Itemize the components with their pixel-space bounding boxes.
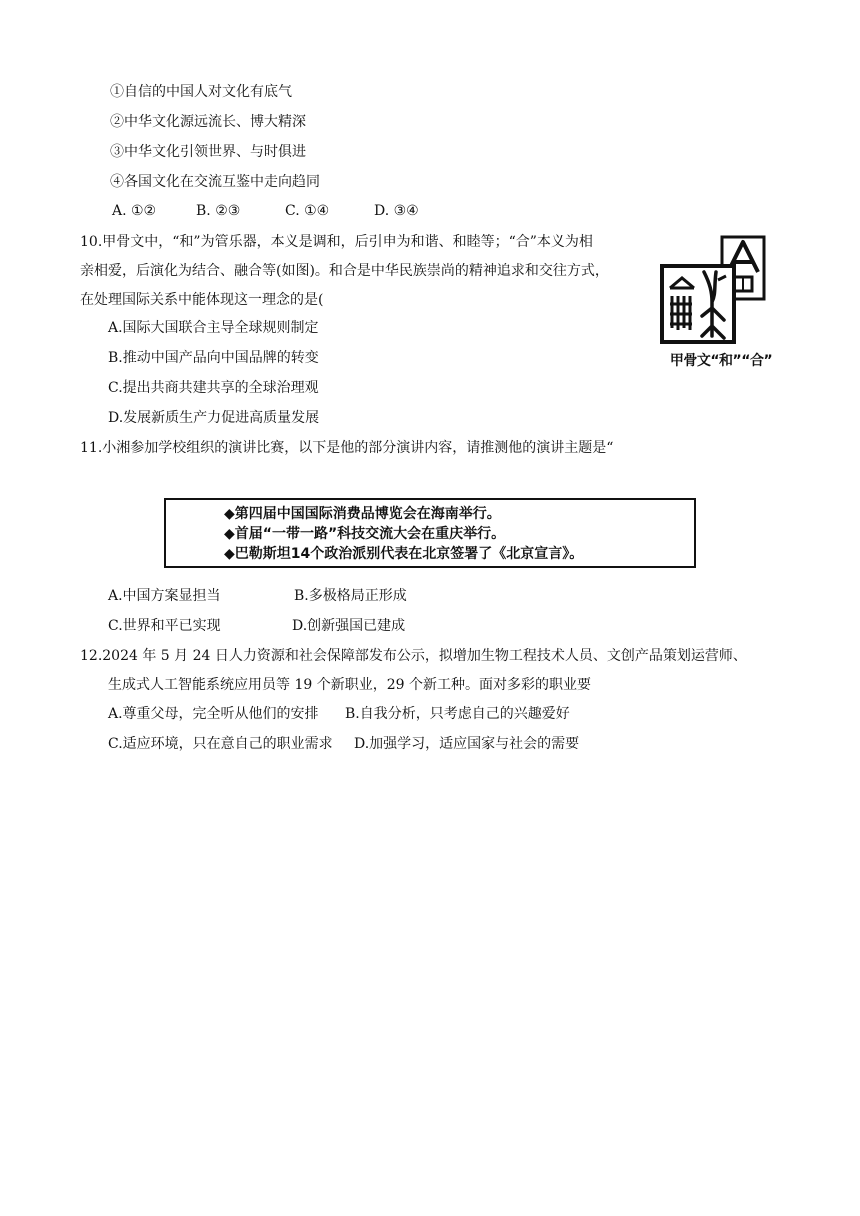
q11-stem: 11.小湘参加学校组织的演讲比赛，以下是他的部分演讲内容，请推测他的演讲主题是“ bbox=[80, 440, 614, 456]
q9-option-a: A. ①② bbox=[112, 203, 157, 219]
q10-stem-line-3: 在处理国际关系中能体现这一理念的是( bbox=[80, 292, 324, 308]
q12-option-b: B.自我分析，只考虑自己的兴趣爱好 bbox=[345, 706, 570, 722]
oracle-bone-figure bbox=[656, 232, 786, 374]
q12-stem-line-1: 12.2024 年 5 月 24 日人力资源和社会保障部发布公示，拟增加生物工程技术人员、文创产品策划运营师、 bbox=[80, 648, 747, 664]
q9-item-2: ②中华文化源远流长、博大精深 bbox=[110, 114, 306, 130]
q12-option-a: A.尊重父母，完全听从他们的安排 bbox=[108, 706, 319, 722]
q10-stem-line-1: 10.甲骨文中，“和”为管乐器，本义是调和，后引申为和谐、和睦等；“合”本义为相 bbox=[80, 234, 593, 250]
q10-option-d: D.发展新质生产力促进高质量发展 bbox=[108, 410, 320, 426]
speech-excerpt-item-3: ◆巴勒斯坦14个政治派别代表在北京签署了《北京宣言》。 bbox=[224, 546, 584, 562]
q9-item-3: ③中华文化引领世界、与时俱进 bbox=[110, 144, 306, 160]
q9-item-1: ①自信的中国人对文化有底气 bbox=[110, 84, 292, 100]
q11-option-a: A.中国方案显担当 bbox=[108, 588, 221, 604]
speech-excerpt-item-1: ◆第四届中国国际消费品博览会在海南举行。 bbox=[224, 506, 501, 522]
q11-option-c: C.世界和平已实现 bbox=[108, 618, 221, 634]
oracle-bone-glyphs-image bbox=[656, 232, 786, 350]
q10-option-a: A.国际大国联合主导全球规则制定 bbox=[108, 320, 319, 336]
q10-option-c: C.提出共商共建共享的全球治理观 bbox=[108, 380, 319, 396]
speech-excerpt-box bbox=[164, 498, 696, 568]
q9-item-4: ④各国文化在交流互鉴中走向趋同 bbox=[110, 174, 320, 190]
q12-option-c: C.适应环境，只在意自己的职业需求 bbox=[108, 736, 333, 752]
q11-option-b: B.多极格局正形成 bbox=[294, 588, 407, 604]
q11-option-d: D.创新强国已建成 bbox=[292, 618, 406, 634]
q9-option-c: C. ①④ bbox=[285, 203, 330, 219]
q12-stem-line-2: 生成式人工智能系统应用员等 19 个新职业，29 个新工种。面对多彩的职业要 bbox=[108, 677, 591, 693]
figure-caption: 甲骨文“和”“合” bbox=[669, 353, 773, 369]
speech-excerpt-item-2: ◆首届“一带一路”科技交流大会在重庆举行。 bbox=[224, 526, 506, 542]
q9-option-d: D. ③④ bbox=[374, 203, 419, 219]
q10-stem-line-2: 亲相爱，后演化为结合、融合等(如图)。和合是中华民族崇尚的精神追求和交往方式， bbox=[80, 263, 609, 279]
q12-option-d: D.加强学习，适应国家与社会的需要 bbox=[354, 736, 580, 752]
q10-option-b: B.推动中国产品向中国品牌的转变 bbox=[108, 350, 319, 366]
q9-option-b: B. ②③ bbox=[196, 203, 241, 219]
